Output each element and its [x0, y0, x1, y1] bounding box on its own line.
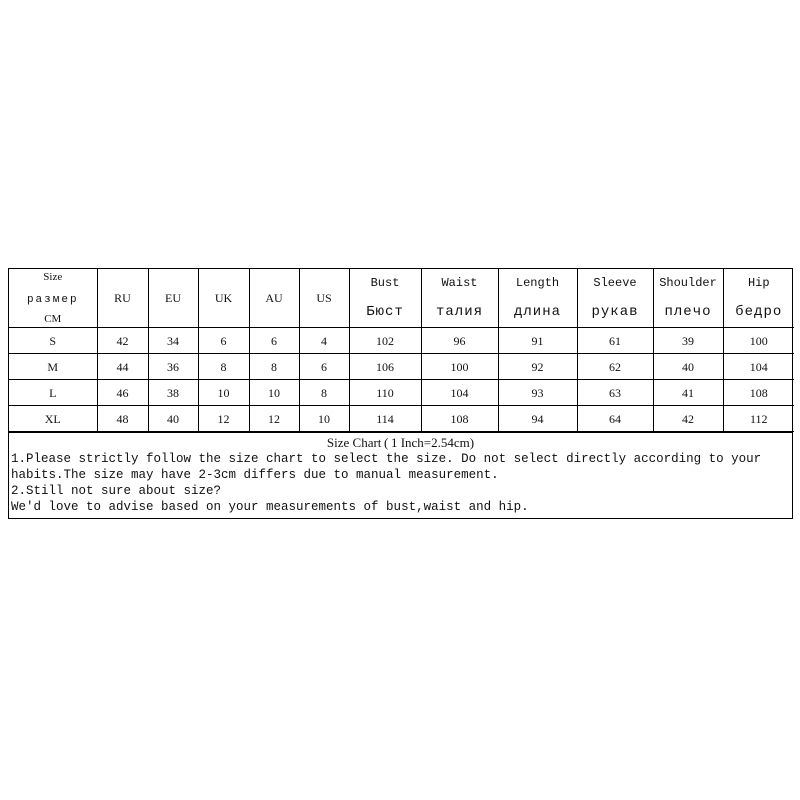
measurement-cell: 10: [299, 406, 349, 432]
measurement-cell: 64: [577, 406, 653, 432]
header-label-en: Length: [515, 276, 560, 290]
measurement-cell: 102: [349, 328, 421, 354]
header-label-en: Shoulder: [659, 276, 717, 290]
size-label-cell: XL: [9, 406, 97, 432]
measurement-cell: 12: [198, 406, 249, 432]
header-cell-ru: [97, 269, 148, 328]
header-cell-us: [299, 269, 349, 328]
size-label-cell: L: [9, 380, 97, 406]
measurement-cell: 62: [577, 354, 653, 380]
measurement-cell: 42: [97, 328, 148, 354]
measurement-cell: 12: [249, 406, 299, 432]
table-row: [9, 380, 794, 406]
measurement-cell: 38: [148, 380, 198, 406]
table-header-row: [9, 269, 794, 328]
header-label-en: AU: [265, 291, 283, 305]
measurement-cell: 108: [421, 406, 498, 432]
header-cell-sleeve: [577, 269, 653, 328]
size-table: [9, 269, 794, 432]
header-cell-hip: [723, 269, 794, 328]
measurement-cell: 112: [723, 406, 794, 432]
measurement-cell: 114: [349, 406, 421, 432]
measurement-cell: 42: [653, 406, 723, 432]
measurement-cell: 48: [97, 406, 148, 432]
measurement-cell: 34: [148, 328, 198, 354]
size-chart: [8, 268, 793, 519]
notes-title: Size Chart ( 1 Inch=2.54cm): [326, 435, 475, 450]
measurement-cell: 36: [148, 354, 198, 380]
measurement-cell: 91: [498, 328, 577, 354]
note-line-2: 2.Still not sure about size?: [11, 484, 222, 498]
measurement-cell: 96: [421, 328, 498, 354]
measurement-cell: 39: [653, 328, 723, 354]
size-header-unit: CM: [44, 312, 62, 325]
size-label-cell: M: [9, 354, 97, 380]
measurement-cell: 41: [653, 380, 723, 406]
measurement-cell: 104: [421, 380, 498, 406]
header-cell-eu: [148, 269, 198, 328]
measurement-cell: 93: [498, 380, 577, 406]
measurement-cell: 100: [723, 328, 794, 354]
header-label-en: Bust: [370, 276, 400, 290]
measurement-cell: 4: [299, 328, 349, 354]
measurement-cell: 6: [299, 354, 349, 380]
header-label-en: EU: [165, 291, 181, 305]
measurement-cell: 100: [421, 354, 498, 380]
measurement-cell: 10: [198, 380, 249, 406]
measurement-cell: 92: [498, 354, 577, 380]
measurement-cell: 8: [198, 354, 249, 380]
measurement-cell: 6: [198, 328, 249, 354]
measurement-cell: 104: [723, 354, 794, 380]
measurement-cell: 110: [349, 380, 421, 406]
header-label-en: RU: [114, 291, 131, 305]
measurement-cell: 6: [249, 328, 299, 354]
header-cell-uk: [198, 269, 249, 328]
note-line-3: We'd love to advise based on your measurements of bust,waist and hip.: [11, 500, 529, 514]
header-cell-waist: [421, 269, 498, 328]
table-row: [9, 354, 794, 380]
measurement-cell: 108: [723, 380, 794, 406]
header-label-ru: Бюст: [366, 304, 404, 320]
measurement-cell: 61: [577, 328, 653, 354]
measurement-cell: 44: [97, 354, 148, 380]
header-label-ru: рукав: [591, 304, 639, 320]
table-row: [9, 406, 794, 432]
header-cell-bust: [349, 269, 421, 328]
measurement-cell: 8: [249, 354, 299, 380]
measurement-cell: 10: [249, 380, 299, 406]
size-header-ru: размер: [26, 293, 79, 306]
measurement-cell: 94: [498, 406, 577, 432]
header-label-ru: талия: [435, 304, 483, 320]
header-label-en: UK: [214, 291, 233, 305]
note-line-1: 1.Please strictly follow the size chart to select the size. Do not select directly according to your habits.The size may have 2-3cm differs due to manual measurement.: [11, 452, 762, 482]
header-label-ru: длина: [513, 304, 561, 320]
table-row: [9, 328, 794, 354]
header-label-ru: плечо: [664, 304, 712, 320]
measurement-cell: 40: [653, 354, 723, 380]
header-label-en: Waist: [441, 276, 478, 290]
header-cell-au: [249, 269, 299, 328]
measurement-cell: 8: [299, 380, 349, 406]
measurement-cell: 63: [577, 380, 653, 406]
header-cell-length: [498, 269, 577, 328]
size-table-body: [9, 269, 794, 432]
measurement-cell: 40: [148, 406, 198, 432]
header-label-en: Sleeve: [593, 276, 637, 290]
measurement-cell: 46: [97, 380, 148, 406]
size-header-en: Size: [43, 270, 63, 283]
header-cell-shoulder: [653, 269, 723, 328]
header-label-ru: бедро: [735, 304, 783, 320]
header-label-en: US: [316, 291, 332, 305]
header-label-en: Hip: [747, 276, 770, 290]
measurement-cell: 106: [349, 354, 421, 380]
size-header-cell: [9, 269, 97, 328]
size-notes: [9, 432, 792, 518]
size-label-cell: S: [9, 328, 97, 354]
